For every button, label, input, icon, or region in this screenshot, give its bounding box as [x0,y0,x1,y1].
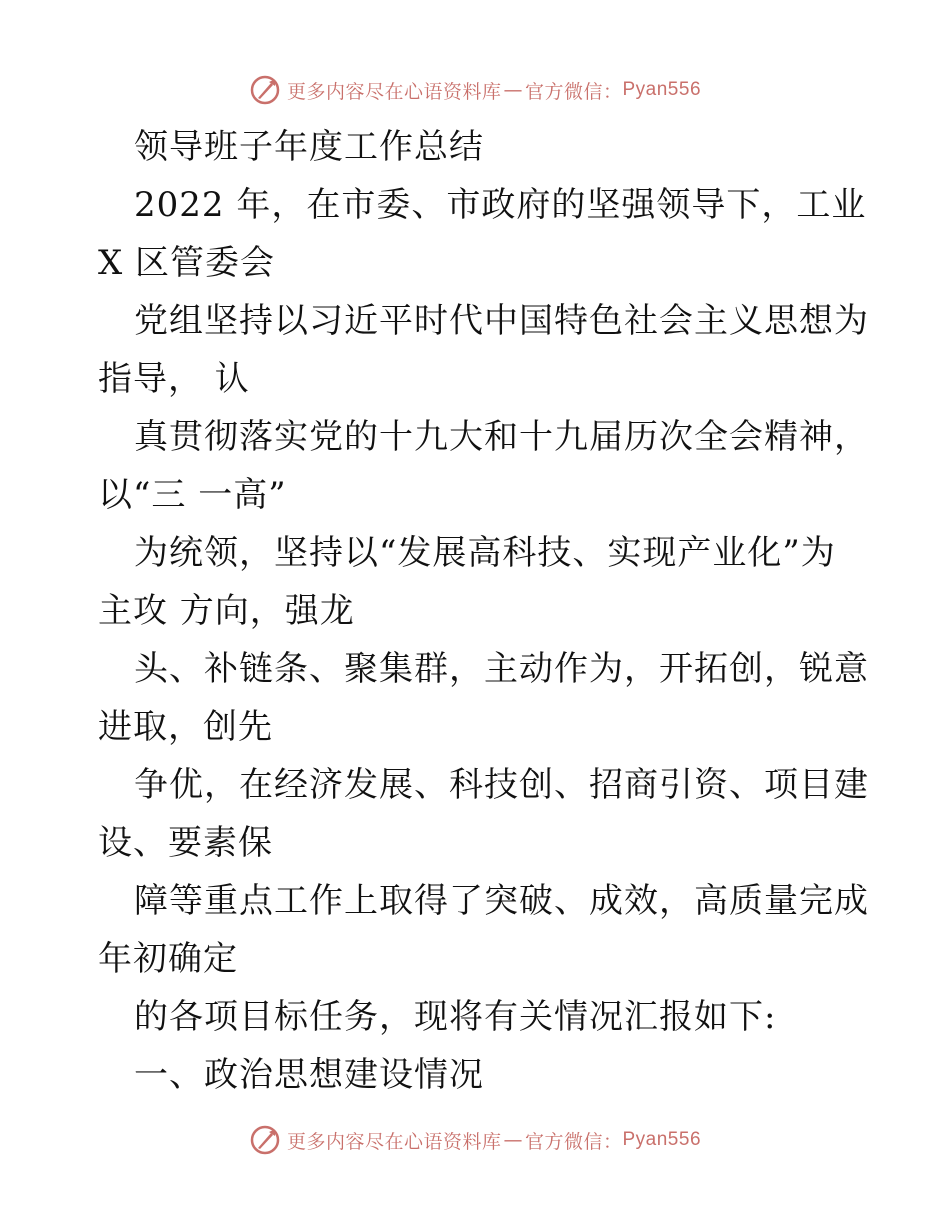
document-title: 领导班子年度工作总结 [134,127,484,167]
quill-logo-icon [249,1124,281,1156]
paragraph-line: 设、要素保 [98,823,273,863]
paragraph-line: 为统领，坚持以“发展高科技、实现产业化”为 [134,533,836,573]
watermark-separator: — [503,79,523,101]
watermark-wechat-id: Pyan556 [622,1129,702,1150]
section-heading: 一、政治思想建设情况 [134,1055,484,1095]
watermark-footer [0,1120,950,1160]
paragraph-line: 2022 年，在市委、市政府的坚强领导下，工业 [134,185,867,225]
watermark-wechat-label: 官方微信： [524,80,623,103]
watermark-text: 更多内容尽在心语资料库 [286,80,502,103]
document-body [98,118,869,1104]
paragraph-line: 进取，创先 [98,707,273,747]
paragraph-line: 年初确定 [98,939,238,979]
paragraph-line: 以“三 一高” [98,475,287,515]
paragraph-line: 主攻 方向，强龙 [98,591,355,631]
watermark-text: 更多内容尽在心语资料库 [286,1130,502,1153]
watermark-wechat-label: 官方微信： [524,1130,623,1153]
paragraph-line: 头、补链条、聚集群，主动作为，开拓创，锐意 [134,649,869,689]
paragraph-line: 真贯彻落实党的十九大和十九届历次全会精神， [134,417,869,457]
paragraph-line: 的各项目标任务，现将有关情况汇报如下: [134,997,777,1037]
paragraph-line: 争优，在经济发展、科技创、招商引资、项目建 [134,765,869,805]
paragraph-line: 障等重点工作上取得了突破、成效，高质量完成 [134,881,869,921]
quill-logo-icon [249,74,281,106]
paragraph-line: 党组坚持以习近平时代中国特色社会主义思想为 [134,301,869,341]
paragraph-line: 指导， 认 [98,359,250,399]
paragraph-line: X 区管委会 [98,243,276,283]
watermark-header [0,70,950,110]
watermark-separator: — [503,1129,523,1151]
watermark-wechat-id: Pyan556 [622,79,702,100]
